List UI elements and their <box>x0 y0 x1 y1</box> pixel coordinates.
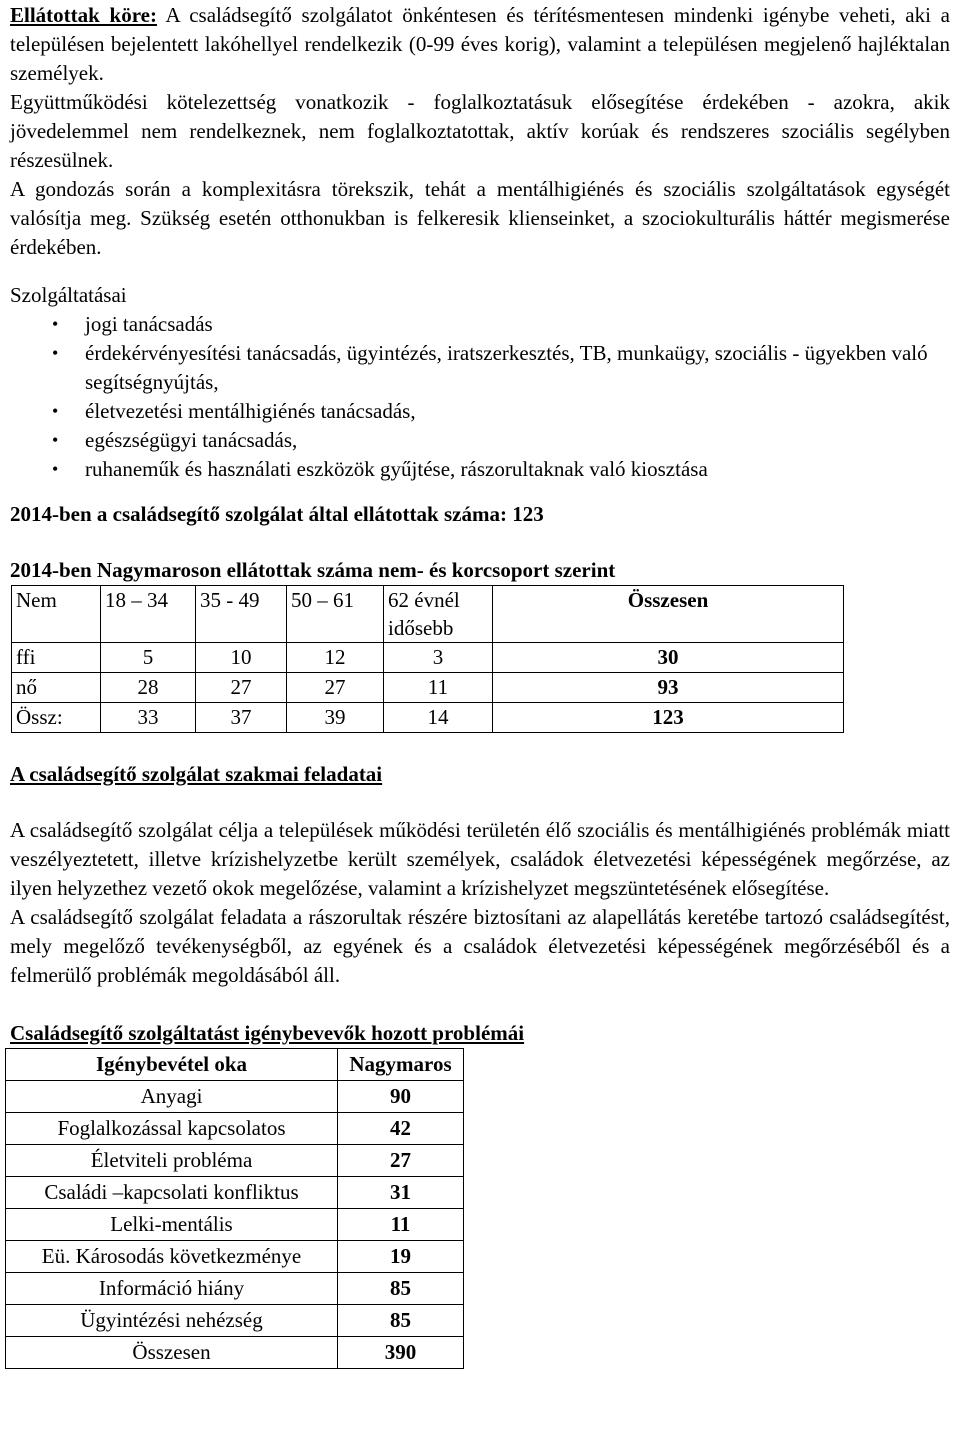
problems-table <box>5 1048 464 1369</box>
services-heading: Szolgáltatásai <box>10 283 127 307</box>
list-item: • egészségügyi tanácsadás, <box>10 426 950 455</box>
table-row <box>6 1337 464 1369</box>
table-row <box>6 1081 464 1113</box>
table-cell: 3 <box>384 643 493 673</box>
table-cell: 27 <box>287 673 384 703</box>
table-row <box>12 703 844 733</box>
intro-text-1: A családsegítő szolgálatot önkéntesen és térítésmentesen mindenki igénybe veheti, aki a településen bejelentett lakóhellyel rendelkezik (0-99 éves korig), valamint a településen megjelenő hajléktalan személyek. <box>10 3 950 85</box>
header-cell: 35 - 49 <box>196 586 287 643</box>
bullet-icon: • <box>52 459 59 479</box>
tasks-paragraph-1: A családsegítő szolgálat célja a települések működési területén élő szociális és mentálhigiénés problémák miatt veszélyeztetett, illetve krízishelyzetbe került személyek, családok életvezetési képességének megőrzése, az ilyen helyzethez vezető okok megelőzése, valamint a krízishelyzet megszüntetésének elősegítése. <box>10 818 950 900</box>
table-cell: Anyagi <box>6 1081 338 1113</box>
table-cell: Lelki-mentális <box>6 1209 338 1241</box>
table-cell: 11 <box>338 1209 464 1241</box>
intro-paragraph <box>10 0 950 88</box>
table-cell: 93 <box>493 673 844 703</box>
table-cell: 33 <box>101 703 196 733</box>
bullet-icon: • <box>52 401 59 421</box>
table-cell: 27 <box>196 673 287 703</box>
table-cell: 390 <box>338 1337 464 1369</box>
table-row <box>6 1209 464 1241</box>
table-cell: 42 <box>338 1113 464 1145</box>
table-row <box>6 1177 464 1209</box>
table-cell: Össz: <box>12 703 101 733</box>
table-cell: Eü. Károsodás következménye <box>6 1241 338 1273</box>
table-cell: 37 <box>196 703 287 733</box>
table-cell: Életviteli probléma <box>6 1145 338 1177</box>
table-row <box>6 1145 464 1177</box>
header-cell: Nagymaros <box>338 1049 464 1081</box>
table-cell: nő <box>12 673 101 703</box>
table-cell: 30 <box>493 643 844 673</box>
intro-label: Ellátottak köre: <box>10 3 157 27</box>
problems-table-heading: Családsegítő szolgáltatást igénybevevők hozott problémái <box>10 1021 525 1045</box>
table-header-row <box>12 586 844 643</box>
table-row <box>12 673 844 703</box>
header-cell: Igénybevétel oka <box>6 1049 338 1081</box>
header-cell: 50 – 61 <box>287 586 384 643</box>
table-row <box>6 1305 464 1337</box>
table-cell: 39 <box>287 703 384 733</box>
tasks-paragraph-2: A családsegítő szolgálat feladata a rászorultak részére biztosítani az alapellátás keretébe tartozó családsegítést, mely megelőző tevékenységből, az egyének és a családok életvezetési képességének megőrzéséből és a felmerülő problémák megoldásából áll. <box>10 905 950 987</box>
table-cell: 19 <box>338 1241 464 1273</box>
table-cell: Családi –kapcsolati konfliktus <box>6 1177 338 1209</box>
table-row <box>6 1241 464 1273</box>
header-cell: 18 – 34 <box>101 586 196 643</box>
age-table-heading: 2014-ben Nagymaroson ellátottak száma nem- és korcsoport szerint <box>10 558 616 582</box>
table-cell: ffi <box>12 643 101 673</box>
intro-text-3: A gondozás során a komplexitásra törekszik, tehát a mentálhigiénés és szociális szolgáltatások egységét valósítja meg. Szükség esetén otthonukban is felkeresik klienseinket, a szociokulturális háttér megismerése érdekében. <box>10 177 950 259</box>
bullet-icon: • <box>52 314 59 334</box>
table-cell: 5 <box>101 643 196 673</box>
table-cell: 10 <box>196 643 287 673</box>
age-table <box>11 585 844 733</box>
list-item: • ruhaneműk és használati eszközök gyűjtése, rászorultaknak való kiosztása <box>10 455 950 484</box>
table-cell: Foglalkozással kapcsolatos <box>6 1113 338 1145</box>
bullet-icon: • <box>52 343 59 363</box>
table-cell: 12 <box>287 643 384 673</box>
table-cell: 14 <box>384 703 493 733</box>
table-cell: 123 <box>493 703 844 733</box>
table-cell: 85 <box>338 1273 464 1305</box>
header-cell: Nem <box>12 586 101 643</box>
table-header-row <box>6 1049 464 1081</box>
table-cell: 11 <box>384 673 493 703</box>
table-cell: Ügyintézési nehézség <box>6 1305 338 1337</box>
table-cell: Összesen <box>6 1337 338 1369</box>
tasks-heading: A családsegítő szolgálat szakmai feladatai <box>10 762 383 786</box>
table-cell: 31 <box>338 1177 464 1209</box>
count-heading: 2014-ben a családsegítő szolgálat által ellátottak száma: 123 <box>10 502 544 526</box>
table-row <box>6 1113 464 1145</box>
table-row <box>12 643 844 673</box>
table-cell: 28 <box>101 673 196 703</box>
table-cell: 85 <box>338 1305 464 1337</box>
table-cell: Információ hiány <box>6 1273 338 1305</box>
table-row <box>6 1273 464 1305</box>
intro-text-2: Együttműködési kötelezettség vonatkozik - foglalkoztatásuk elősegítése érdekében - azokra, akik jövedelemmel nem rendelkeznek, nem foglalkoztatottak, aktív korúak és rendszeres szociális segélyben részesülnek. <box>10 90 950 172</box>
list-item: • érdekérvényesítési tanácsadás, ügyintézés, iratszerkesztés, TB, munkaügy, szociális - ügyekben való segítségnyújtás, <box>52 341 928 394</box>
table-cell: 90 <box>338 1081 464 1113</box>
bullet-icon: • <box>52 430 59 450</box>
header-cell: 62 évnél idősebb <box>384 586 493 643</box>
services-list <box>10 310 950 484</box>
list-item: • jogi tanácsadás <box>10 310 950 339</box>
list-item: • életvezetési mentálhigiénés tanácsadás, <box>10 397 950 426</box>
header-cell: Összesen <box>493 586 844 643</box>
table-cell: 27 <box>338 1145 464 1177</box>
